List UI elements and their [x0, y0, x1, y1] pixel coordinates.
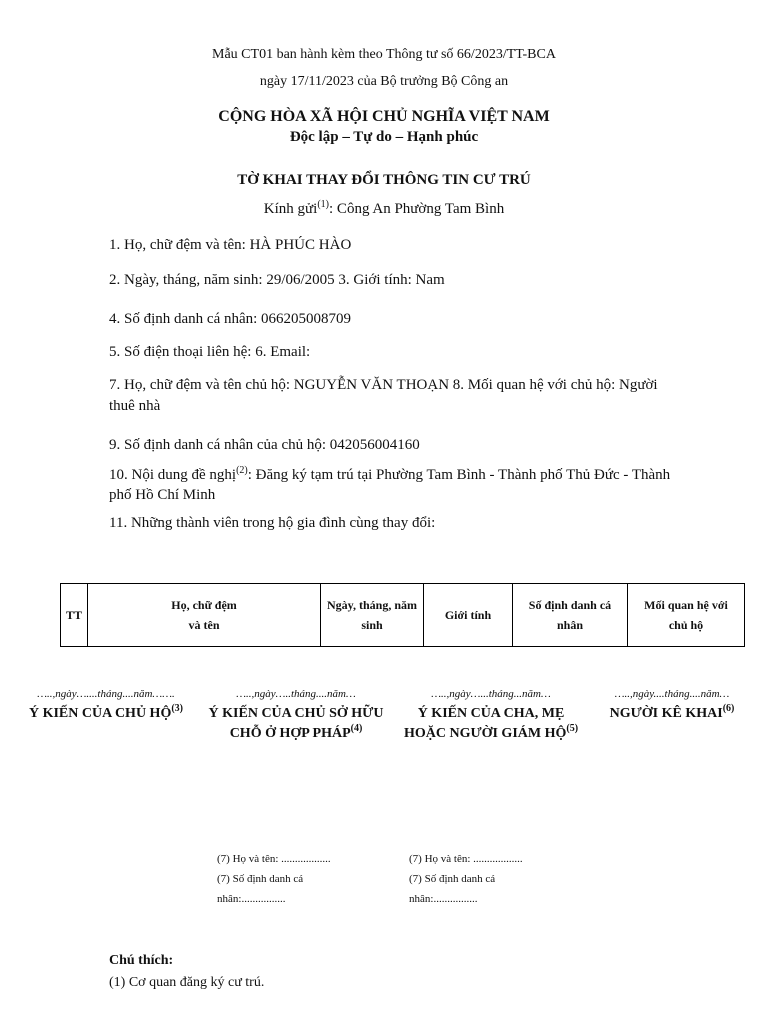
table-header-row — [61, 584, 745, 647]
signature-household-head — [16, 688, 196, 724]
note-id-l2: nhân:................ — [217, 893, 286, 905]
sig-date: …..,ngày…....tháng....năm……. — [37, 688, 175, 700]
sig-date: …..,ngày…..tháng....năm… — [236, 688, 356, 700]
note-1: (1) Cơ quan đăng ký cư trú. — [109, 975, 265, 990]
form-note-line2: ngày 17/11/2023 của Bộ trưởng Bộ Công an — [259, 74, 509, 89]
signature-parent-guardian — [396, 688, 586, 744]
header-id-l1: Số định danh cá — [528, 598, 612, 612]
field-dob-gender: 2. Ngày, tháng, năm sinh: 29/06/2005 3. Giới tính: Nam — [109, 272, 445, 288]
recipient-sup: (1) — [317, 199, 330, 210]
header-tt: TT — [61, 584, 88, 647]
request-sup: (2) — [236, 465, 248, 476]
sig-date: …..,ngày....tháng....năm… — [614, 688, 730, 700]
recipient-line — [0, 201, 768, 218]
field-head-id: 9. Số định danh cá nhân của chủ hộ: 042056004160 — [109, 437, 420, 453]
request-value: : Đăng ký tạm trú tại Phường Tam Bình - Thành phố Thủ Đức - Thành — [247, 467, 671, 483]
header-id-l2: nhân — [556, 618, 584, 632]
notes-heading: Chú thích: — [109, 953, 174, 968]
note-id-l1: (7) Số định danh cá — [409, 873, 496, 885]
note-id-l2: nhân:................ — [409, 893, 478, 905]
header-dob — [321, 584, 424, 647]
members-table — [60, 583, 745, 647]
document-title: TỜ KHAI THAY ĐỔI THÔNG TIN CƯ TRÚ — [237, 172, 531, 188]
field-full-name: 1. Họ, chữ đệm và tên: HÀ PHÚC HÀO — [109, 237, 352, 253]
request-label: 10. Nội dung đề nghị — [109, 467, 237, 483]
header-name — [88, 584, 321, 647]
sig-title: Ý KIẾN CỦA CHỦ SỞ HỮU CHỖ Ở HỢP PHÁP$^{(4)}$ — [208, 706, 384, 741]
note-name: (7) Họ và tên: .................. — [217, 853, 331, 865]
sig-title: Ý KIẾN CỦA CHỦ HỘ$^{(3)}$ — [28, 703, 184, 721]
signature-legal-owner — [206, 688, 386, 744]
header-dob-l1: Ngày, tháng, năm — [326, 598, 418, 612]
motto: Độc lập – Tự do – Hạnh phúc — [289, 129, 479, 145]
header-name-l2: và tên — [188, 618, 220, 632]
header-id — [513, 584, 628, 647]
header-rel-l1: Mối quan hệ với — [644, 598, 728, 612]
field-personal-id: 4. Số định danh cá nhân: 066205008709 — [109, 311, 352, 327]
form-note-line1: Mẫu CT01 ban hành kèm theo Thông tư số 66/2023/TT-BCA — [212, 47, 556, 62]
header-relationship — [628, 584, 745, 647]
sig-title: NGƯỜI KÊ KHAI$^{(6)}$ — [609, 703, 735, 721]
note-name: (7) Họ và tên: .................. — [409, 853, 523, 865]
field-head-of-household: 7. Họ, chữ đệm và tên chủ hộ: NGUYỄN VĂN THOẠN 8. Mối quan hệ với chủ hộ: Người — [109, 377, 658, 393]
signature-note-guardian — [409, 849, 523, 909]
field-request-content-cont: phố Hồ Chí Minh — [109, 487, 216, 503]
field-request-content — [109, 467, 670, 484]
note-id-l1: (7) Số định danh cá — [217, 873, 304, 885]
header-gender: Giới tính — [424, 584, 513, 647]
nation-title: CỘNG HÒA XÃ HỘI CHỦ NGHĨA VIỆT NAM — [218, 108, 550, 125]
sig-date: …..,ngày…...tháng...năm… — [431, 688, 551, 700]
recipient-value: : Công An Phường Tam Bình — [329, 201, 505, 217]
field-members-heading: 11. Những thành viên trong hộ gia đình cùng thay đổi: — [109, 515, 436, 531]
header-dob-l2: sinh — [361, 618, 383, 632]
header-rel-l2: chủ hộ — [668, 618, 704, 632]
signature-note-owner — [217, 849, 331, 909]
signature-declarant — [592, 688, 752, 724]
recipient-label: Kính gửi — [263, 201, 318, 217]
sig-title: Ý KIẾN CỦA CHA, MẸ HOẶC NGƯỜI GIÁM HỘ$^{(5)}$ — [403, 706, 579, 741]
header-name-l1: Họ, chữ đệm — [171, 598, 237, 612]
field-phone-email: 5. Số điện thoại liên hệ: 6. Email: — [109, 344, 311, 360]
field-relationship-cont: thuê nhà — [109, 398, 161, 414]
